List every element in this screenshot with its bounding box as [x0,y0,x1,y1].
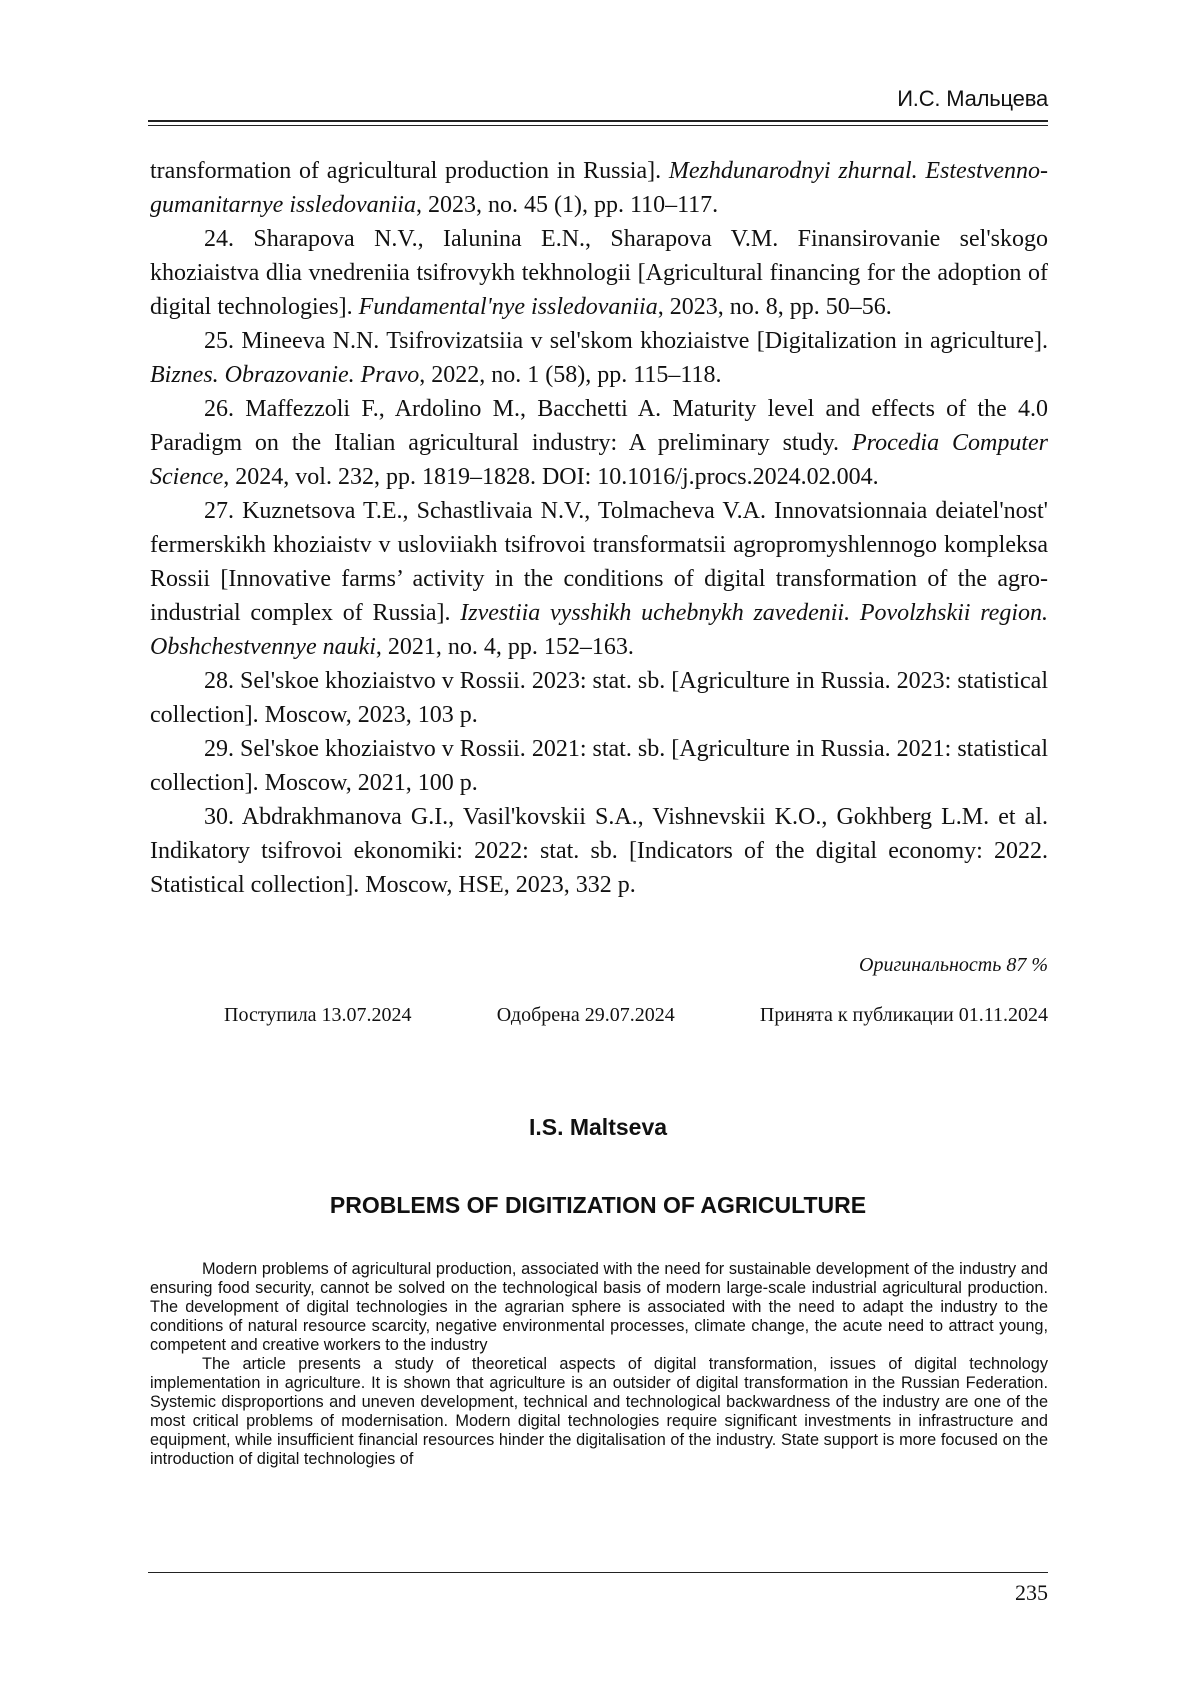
reference-text: 30. Abdrakhmanova G.I., Vasil'kovskii S.A., Vishnevskii K.O., Gokhberg L.M. et al. Indikatory tsifrovoi ekonomiki: 2022: stat. sb. [Indicators of the digital economy: 2022. Statistical collection]. Moscow, HSE, 2023, 332 p. [150,804,1048,898]
reference-text: 26. Maffezzoli F., Ardolino M., Bacchetti A. Maturity level and effects of the 4.0 Paradigm on the Italian agricultural industry: A preliminary study. [150,396,1048,456]
article-author: I.S. Maltseva [528,1114,668,1140]
reference-details: , 2021, no. 4, pp. 152–163. [375,634,634,660]
reference-item-29 [150,732,1048,800]
reference-text: 29. Sel'skoe khoziaistvo v Rossii. 2021: stat. sb. [Agriculture in Russia. 2021: statistical collection]. Moscow, 2021, 100 p. [150,736,1048,796]
reference-item-25 [150,324,1048,392]
reference-text: 28. Sel'skoe khoziaistvo v Rossii. 2023: stat. sb. [Agriculture in Russia. 2023: statistical collection]. Moscow, 2023, 103 p. [150,668,1048,728]
page-number: 235 [1015,1580,1048,1605]
reference-item-27 [150,494,1048,664]
reference-list [150,154,1048,902]
date-accepted: Принята к публикации 01.11.2024 [759,1004,1048,1026]
abstract-paragraph: Modern problems of agricultural production, associated with the need for sustainable development of the industry and ensuring food security, cannot be solved on the technological basis of modern large-scale industrial agricultural production. The development of digital technologies in the agrarian sphere is associated with the need to adapt the industry to the conditions of natural resource scarcity, negative environmental processes, climate change, the acute need to attract young, competent and creative workers to the industry [150,1260,1048,1354]
footer-rule [148,1572,1048,1573]
date-approved: Одобрена 29.07.2024 [496,1004,675,1026]
reference-text: 25. Mineeva N.N. Tsifrovizatsiia v sel'skom khoziaistve [Digitalization in agriculture]. [204,328,1048,354]
reference-details: , 2023, no. 8, pp. 50–56. [657,294,892,320]
article-title: PROBLEMS OF DIGITIZATION OF AGRICULTURE [329,1192,867,1218]
reference-text: 27. Kuznetsova T.E., Schastlivaia N.V., Tolmacheva V.A. Innovatsionnaia deiatel'nost' fermerskikh khoziaistv v usloviiakh tsifrovoi transformatsii agropromyshlennogo kompleksa Rossii [Innovative farms’ activity in the conditions of digital transformation of the agro-industrial complex of Russia]. [150,498,1048,626]
publication-dates [224,1004,1048,1027]
reference-source: Biznes. Obrazovanie. Pravo [150,362,420,388]
originality-score: Оригинальность 87 % [859,954,1048,976]
reference-source: Fundamental'nye issledovaniia [358,294,658,320]
reference-source: Procedia Computer Science [150,430,1048,490]
reference-item-30 [150,800,1048,902]
reference-details: , 2024, vol. 232, pp. 1819–1828. DOI: 10.1016/j.procs.2024.02.004. [223,464,879,490]
abstract-paragraph: The article presents a study of theoretical aspects of digital transformation, issues of digital technology implementation in agriculture. It is shown that agriculture is an outsider of digital transformation in the Russian Federation. Systemic disproportions and uneven development, technical and technological backwardness of the industry are one of the most critical problems of modernisation. Modern digital technologies require significant investments in infrastructure and equipment, while insufficient financial resources hinder the digitalisation of the industry. State support is more focused on the introduction of digital technologies of [150,1355,1048,1468]
reference-source: Izvestiia vysshikh uchebnykh zavedenii. Povolzhskii region. Obshchestvennye nauki [150,600,1048,660]
reference-details: , 2023, no. 45 (1), pp. 110–117. [415,192,719,218]
abstract [150,1260,1048,1469]
reference-item-26 [150,392,1048,494]
header-rule [148,120,1048,126]
reference-item-24 [150,222,1048,324]
running-head: И.С. Мальцева [897,86,1048,111]
reference-source: Mezhdunarodnyi zhurnal. Estestvenno-gumanitarnye issledovaniia [150,158,1048,218]
reference-details: , 2022, no. 1 (58), pp. 115–118. [419,362,722,388]
reference-item-28 [150,664,1048,732]
reference-text: transformation of agricultural production in Russia]. [150,158,669,184]
reference-continuation [150,154,1048,222]
reference-text: 24. Sharapova N.V., Ialunina E.N., Sharapova V.M. Finansirovanie sel'skogo khoziaistva dlia vnedreniia tsifrovykh tekhnologii [Agricultural financing for the adoption of digital technologies]. [150,226,1048,320]
date-received: Поступила 13.07.2024 [224,1004,412,1026]
